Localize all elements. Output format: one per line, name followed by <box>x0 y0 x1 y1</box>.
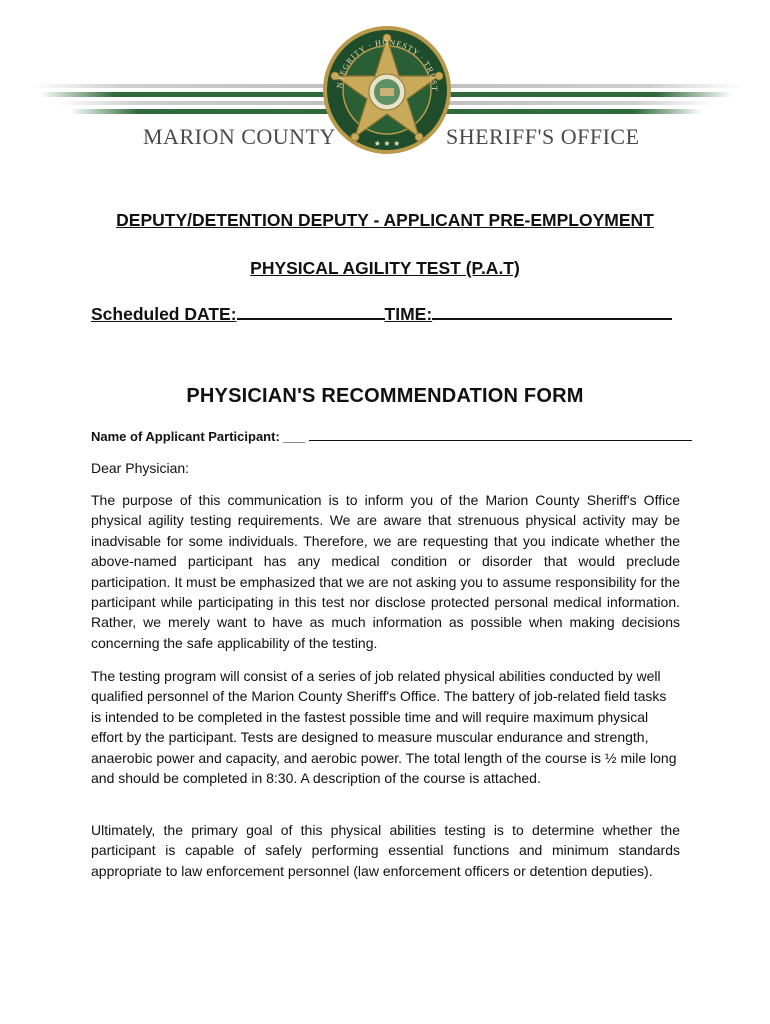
scheduled-date-field[interactable] <box>237 302 385 320</box>
paragraph-purpose: The purpose of this communication is to inform you of the Marion County Sheriff's Office physical agility testing requirements. We are aware that strenuous physical activity may be inadvisable for some individuals. Therefore, we are requesting that you indicate whether the above-named participant has any medical condition or disorder that would preclude participation. It must be emphasized that we are not asking you to assume responsibility for the participant while participating in this test nor disclose protected personal medical information. Rather, we merely want to have as much information as possible when making decisions concerning the safe applicability of the testing. <box>91 492 680 651</box>
salutation: Dear Physician: <box>91 460 190 476</box>
svg-text:★ ★ ★: ★ ★ ★ <box>373 139 401 148</box>
applicant-name-row <box>91 428 692 444</box>
agency-name-left: MARION COUNTY <box>143 124 336 149</box>
applicant-name-field[interactable] <box>309 428 692 441</box>
scheduled-date-label: Scheduled DATE: <box>91 304 237 324</box>
svg-text:INTEGRITY · HONESTY · TRUST: NTEGRITY · HONESTY · TRUST <box>334 37 440 93</box>
document-subtitle: PHYSICAL AGILITY TEST (P.A.T) <box>250 258 520 278</box>
agency-name-right: SHERIFF'S OFFICE <box>446 124 640 149</box>
applicant-name-label: Name of Applicant Participant: ___ <box>91 429 306 444</box>
time-field[interactable] <box>432 302 672 320</box>
star-badge-icon <box>322 18 452 168</box>
form-title: PHYSICIAN'S RECOMMENDATION FORM <box>186 385 584 407</box>
paragraph-primary-goal: Ultimately, the primary goal of this physical abilities testing is to determine whether the participant is capable of safely performing essential functions and minimum standards appropriate to law enforcement personnel (law enforcement officers or detention deputies). <box>91 822 680 879</box>
paragraph-testing-program: The testing program will consist of a series of job related physical abilities conducted by well qualified personnel of the Marion County Sheriff's Office. The battery of job-related field tasks is intended to be completed in the fastest possible time and will require maximum physical effort by the participant. Tests are designed to measure muscular endurance and strength, anaerobic power and capacity, and aerobic power. The total length of the course is ½ mile long and should be completed in 8:30. A description of the course is attached. <box>91 668 677 787</box>
document-title: DEPUTY/DETENTION DEPUTY - APPLICANT PRE-EMPLOYMENT <box>116 210 654 230</box>
letterhead <box>0 0 770 180</box>
time-label: TIME: <box>384 304 433 324</box>
schedule-row <box>91 302 672 325</box>
sheriff-seal <box>322 18 452 168</box>
